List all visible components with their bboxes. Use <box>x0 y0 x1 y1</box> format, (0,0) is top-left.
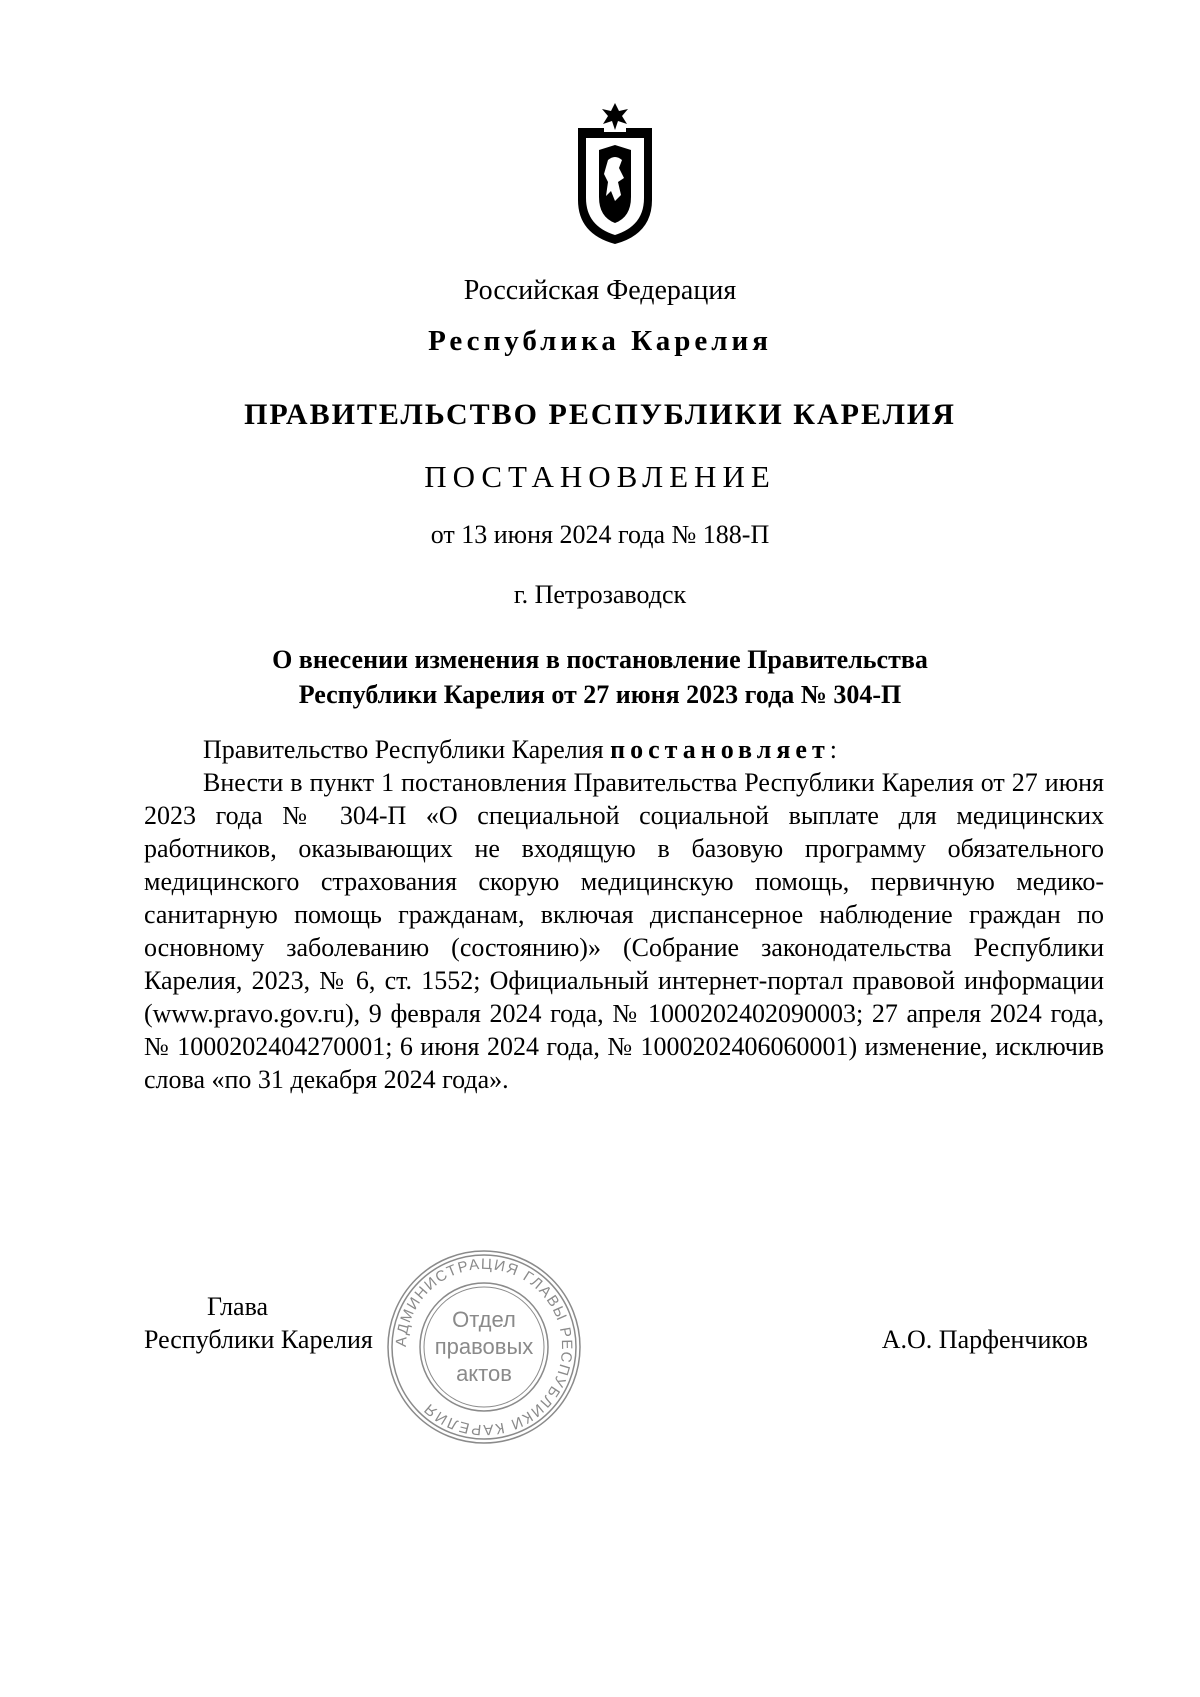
preamble-text: Правительство Республики Карелия <box>203 735 611 764</box>
subject-line-2: Республики Карелия от 27 июня 2023 года № 304-П <box>298 680 902 709</box>
republic-name: Республика Карелия <box>428 325 772 357</box>
document-subject <box>150 642 1050 712</box>
document-city: г. Петрозаводск <box>513 580 687 609</box>
subject-line-1: О внесении изменения в постановление Правительства <box>272 645 928 674</box>
coat-of-arms-emblem <box>568 102 662 246</box>
body-paragraph: Внести в пункт 1 постановления Правительства Республики Карелия от 27 июня 2023 года № 304-П «О специальной социальной выплате для медицинских работников, оказывающих не входящую в базовую программу обязательного медицинского страхования скорую медицинскую помощь, первичную медико-санитарную помощь гражданам, включая диспансерное наблюдение граждан по основному заболеванию (состоянию)» (Собрание законодательства Республики Карелия, 2023, № 6, ст. 1552; Официальный интернет-портал правовой информации (www.pravo.gov.ru), 9 февраля 2024 года, № 1000202402090003; 27 апреля 2024 года, № 1000202404270001; 6 июня 2024 года, № 1000202406060001) изменение, исключив слова «по 31 декабря 2024 года». <box>144 768 1104 1094</box>
signatory-title <box>144 1290 373 1356</box>
government-name: ПРАВИТЕЛЬСТВО РЕСПУБЛИКИ КАРЕЛИЯ <box>244 398 956 431</box>
stamp-center-line-2: правовых <box>434 1334 534 1359</box>
svg-text:АДМИНИСТРАЦИЯ ГЛАВЫ РЕСПУБЛИКИ: АДМИНИСТРАЦИЯ ГЛАВЫ РЕСПУБЛИКИ КАРЕЛИЯ <box>392 1255 576 1439</box>
preamble-end: : <box>829 735 837 764</box>
document-body <box>144 733 1104 1096</box>
document-type: ПОСТАНОВЛЕНИЕ <box>424 459 776 494</box>
document-date-number: от 13 июня 2024 года № 188-П <box>430 520 770 549</box>
signatory-title-line-1: Глава <box>207 1292 269 1321</box>
official-seal-stamp <box>384 1247 584 1447</box>
stamp-center-line-1: Отдел <box>452 1307 516 1332</box>
signatory-title-line-2: Республики Карелия <box>144 1325 373 1354</box>
preamble-keyword: постановляет <box>610 735 830 764</box>
signatory-name: А.О. Парфенчиков <box>881 1325 1088 1354</box>
preamble <box>144 733 1104 766</box>
stamp-center-line-3: актов <box>456 1361 512 1386</box>
country-name: Российская Федерация <box>463 275 737 306</box>
